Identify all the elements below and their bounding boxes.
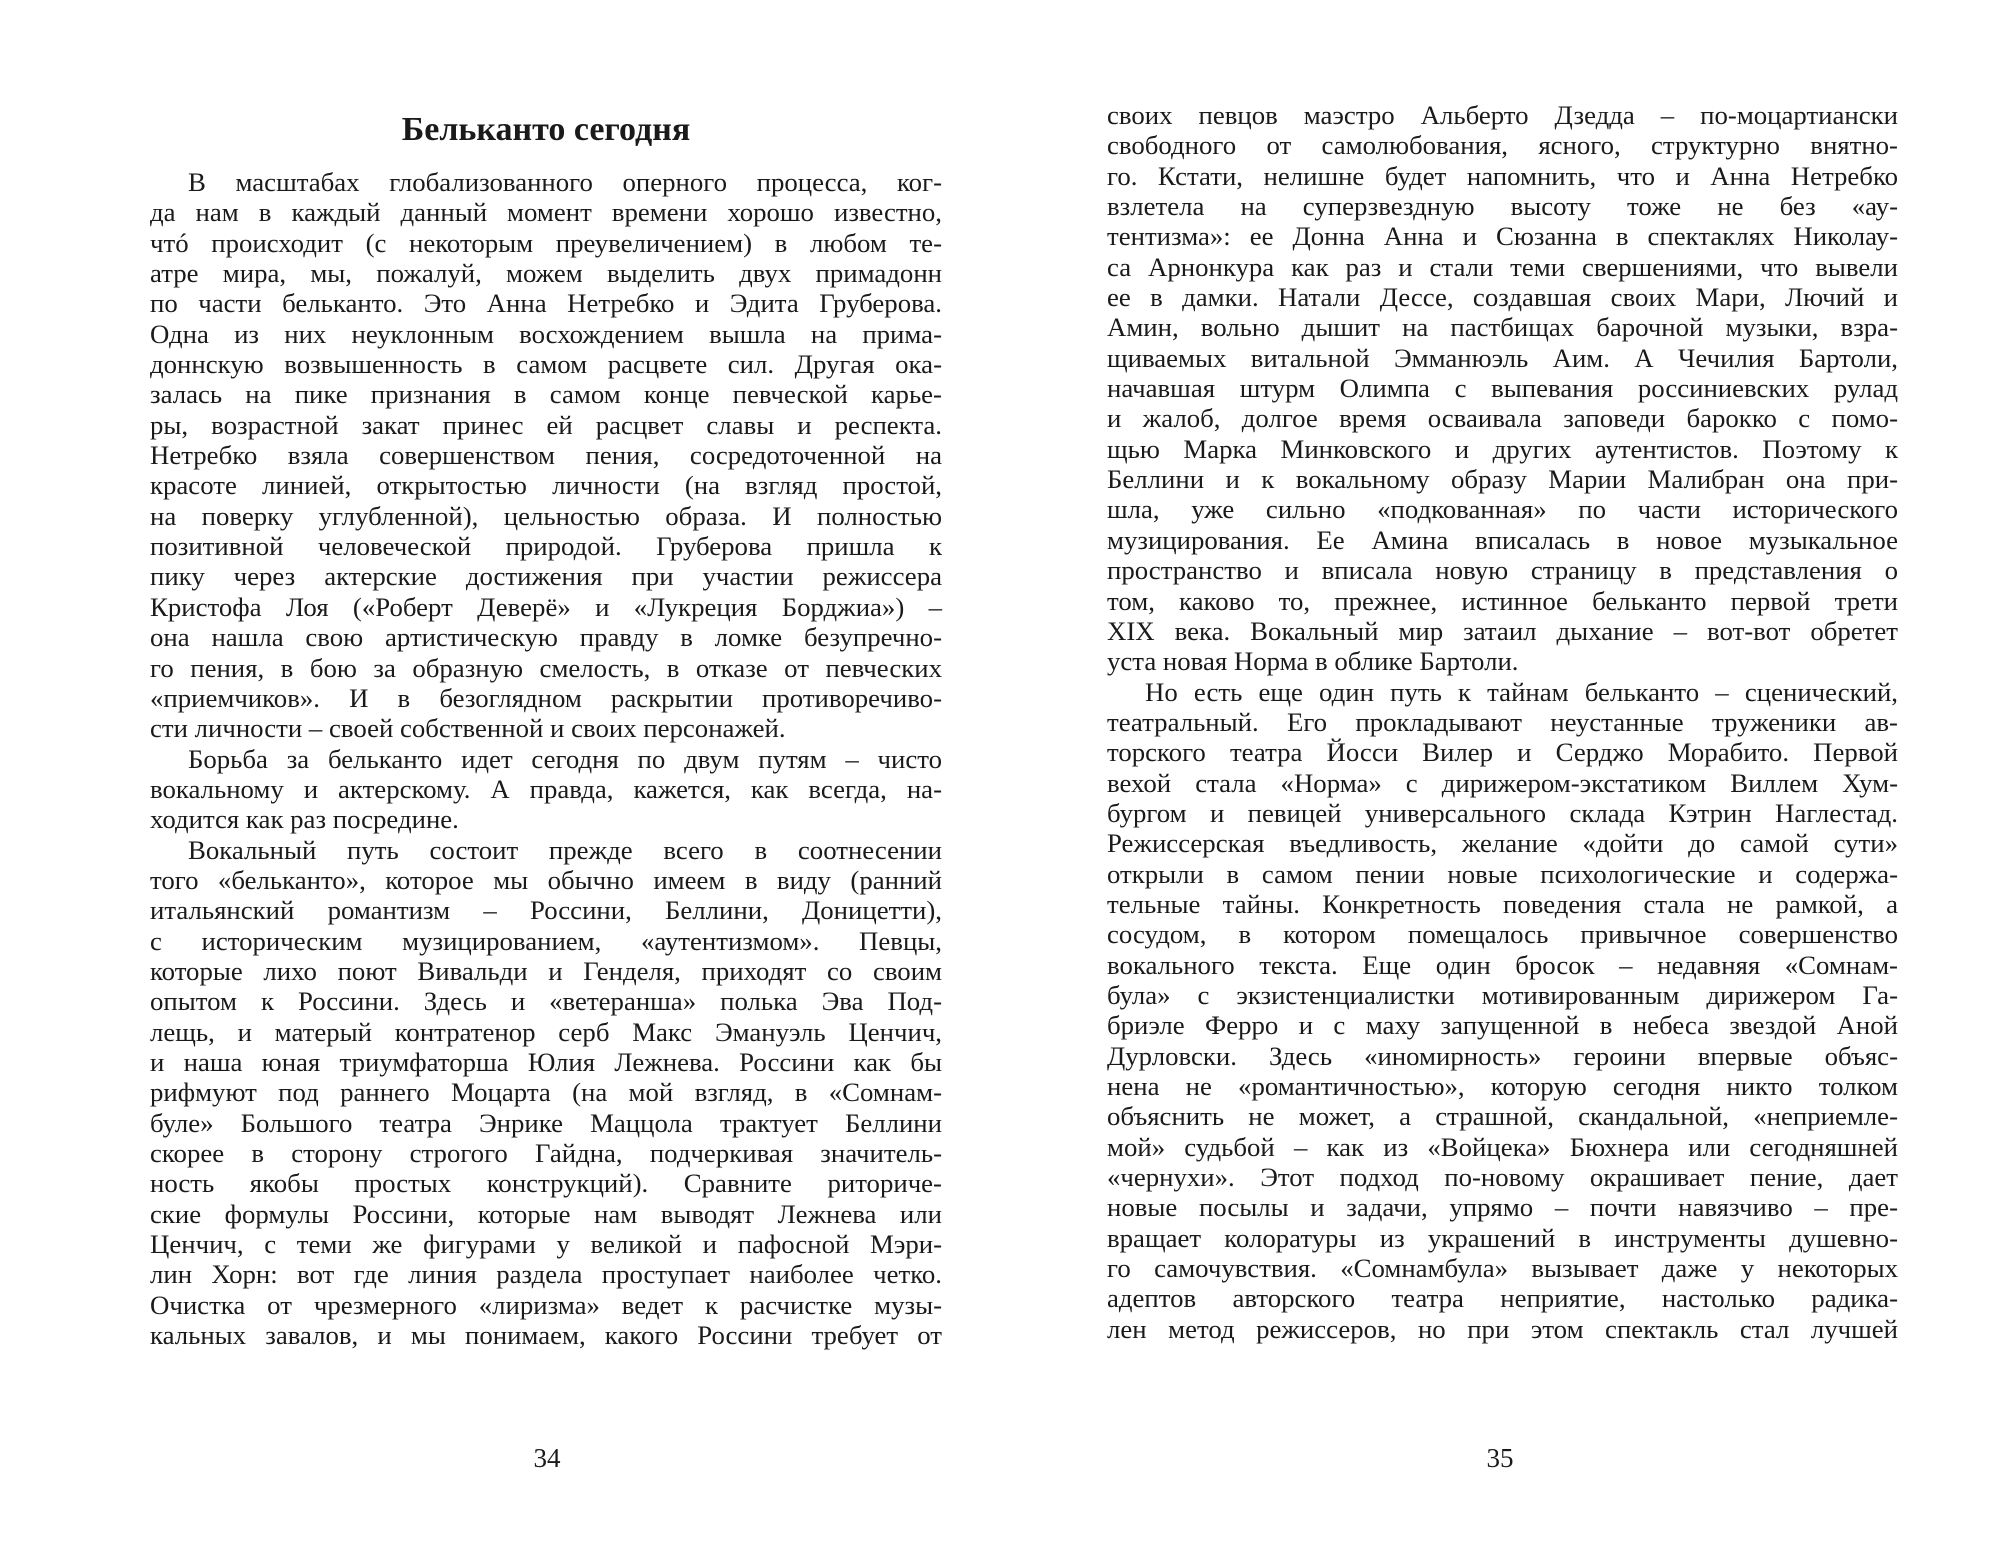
text-line: буле» Большого театра Энрике Маццола трактует Беллини [150, 1107, 942, 1138]
text-line: адептов авторского театра неприятие, настолько радика- [1107, 1283, 1898, 1314]
text-line: уста новая Норма в облике Бартоли. [1107, 646, 1519, 677]
text-line: Одна из них неуклонным восхождением вышла на прима- [150, 318, 942, 349]
text-line: пространство и вписала новую страницу в представления о [1107, 555, 1898, 586]
text-line: бургом и певицей универсального склада Кэтрин Наглестад. [1107, 797, 1898, 828]
text-line: са Арнонкура как раз и стали теми свершениями, что вывели [1107, 251, 1898, 282]
text-line: которые лихо поют Вивальди и Генделя, приходят со своим [150, 955, 942, 986]
text-line: ские формулы Россини, которые нам выводят Лежнева или [150, 1198, 942, 1229]
text-line: го пения, в бою за образную смелость, в отказе от певческих [150, 652, 942, 683]
text-line: рифмуют под раннего Моцарта (на мой взгляд, в «Сомнам- [150, 1077, 942, 1108]
text-line: Ценчич, с теми же фигурами у великой и пафосной Мэри- [150, 1229, 942, 1260]
text-line: Но есть еще один путь к тайнам бельканто – сценический, [1145, 676, 1898, 707]
text-line: тентизма»: ее Донна Анна и Сюзанна в спектаклях Николау- [1107, 221, 1898, 252]
text-line: том, каково то, прежнее, истинное бельканто первой трети [1107, 585, 1898, 616]
text-line: чтó происходит (с некоторым преувеличением) в любом те- [150, 227, 942, 258]
text-line: го. Кстати, нелишне будет напомнить, что и Анна Нетребко [1107, 160, 1898, 191]
text-line: ры, возрастной закат принес ей расцвет славы и респекта. [150, 409, 942, 440]
text-line: ее в дамки. Натали Дессе, создавшая своих Мари, Лючий и [1107, 282, 1898, 313]
text-line: «чернухи». Этот подход по-новому окрашивает пение, дает [1107, 1162, 1898, 1193]
text-line: Беллини и к вокальному образу Марии Малибран она при- [1107, 464, 1898, 495]
text-line: XIX века. Вокальный мир затаил дыхание – вот-вот обретет [1107, 615, 1898, 646]
text-line: лин Хорн: вот где линия раздела проступает наиболее четко. [150, 1259, 942, 1290]
text-line: тельные тайны. Конкретность поведения стала не рамкой, а [1107, 888, 1898, 919]
text-line: новые посылы и задачи, упрямо – почти навязчиво – пре- [1107, 1192, 1898, 1223]
text-line: с историческим музицированием, «аутентизмом». Певцы, [150, 925, 942, 956]
text-line: итальянский романтизм – Россини, Беллини, Доницетти), [150, 895, 942, 926]
text-line: ходится как раз посредине. [150, 804, 459, 835]
chapter-title: Бельканто сегодня [401, 111, 691, 148]
text-line: сти личности – своей собственной и своих персонажей. [150, 713, 786, 744]
text-line: Нетребко взяла совершенством пения, сосредоточенной на [150, 440, 942, 471]
text-line: вокального текста. Еще один бросок – недавняя «Сомнам- [1107, 949, 1898, 980]
text-line: Дурловски. Здесь «иномирность» героини впервые объяс- [1107, 1040, 1898, 1071]
text-line: Режиссерская въедливость, желание «дойти до самой сути» [1107, 828, 1898, 859]
text-line: торского театра Йосси Вилер и Серджо Морабито. Первой [1107, 737, 1898, 768]
text-line: атре мира, мы, пожалуй, можем выделить двух примадонн [150, 258, 942, 289]
text-line: опытом к Россини. Здесь и «ветеранша» полька Эва Под- [150, 986, 942, 1017]
text-line: Очистка от чрезмерного «лиризма» ведет к расчистке музы- [150, 1289, 942, 1320]
text-line: начавшая штурм Олимпа с выпевания россиниевских рулад [1107, 373, 1898, 404]
text-line: своих певцов маэстро Альберто Дзедда – по-моцартиански [1107, 100, 1898, 130]
text-line: лен метод режиссеров, но при этом спектакль стал лучшей [1107, 1313, 1898, 1344]
text-line: вращает колоратуры из украшений в инструменты душевно- [1107, 1222, 1898, 1253]
page-number-right: 35 [1486, 1443, 1514, 1473]
text-line: Кристофа Лоя («Роберт Деверё» и «Лукреция Борджиа») – [150, 591, 942, 622]
text-line: Амин, вольно дышит на пастбищах барочной музыки, взра- [1107, 312, 1898, 343]
text-line: була» с экзистенциалистки мотивированным дирижером Га- [1107, 979, 1898, 1010]
text-line: лещь, и матерый контратенор серб Макс Эмануэль Ценчич, [150, 1016, 942, 1047]
text-line: музицирования. Ее Амина вписалась в новое музыкальное [1107, 524, 1898, 555]
text-line: бриэле Ферро и с маху запущенной в небеса звездой Аной [1107, 1010, 1898, 1041]
text-line: ность якобы простых конструкций). Сравните риториче- [150, 1168, 942, 1199]
text-line: позитивной человеческой природой. Груберова пришла к [150, 531, 942, 562]
text-line: вехой стала «Норма» с дирижером-экстатиком Виллем Хум- [1107, 767, 1898, 798]
text-line: да нам в каждый данный момент времени хорошо известно, [150, 197, 942, 228]
text-line: на поверку углубленной), цельностью образа. И полностью [150, 500, 942, 531]
text-line: В масштабах глобализованного оперного процесса, ког- [188, 167, 942, 197]
text-line: доннскую возвышенность в самом расцвете сил. Другая ока- [150, 349, 942, 380]
text-line: мой» судьбой – как из «Войцека» Бюхнера или сегодняшней [1107, 1131, 1898, 1162]
text-line: щью Марка Минковского и других аутентистов. Поэтому к [1107, 433, 1898, 464]
page-number-left: 34 [533, 1443, 561, 1473]
text-line: Вокальный путь состоит прежде всего в соотнесении [188, 834, 942, 865]
text-line: по части бельканто. Это Анна Нетребко и Эдита Груберова. [150, 288, 942, 319]
right-page-text [1107, 100, 1898, 1344]
left-page-text [150, 167, 942, 1350]
text-line: шла, уже сильно «подкованная» по части исторического [1107, 494, 1898, 525]
text-line: сосудом, в котором помещалось привычное совершенство [1107, 919, 1898, 950]
text-line: и жалоб, долгое время осваивала заповеди барокко с помо- [1107, 403, 1898, 434]
text-line: кальных завалов, и мы понимаем, какого Россини требует от [150, 1320, 942, 1351]
text-line: она нашла свою артистическую правду в ломке безупречно- [150, 622, 942, 653]
text-line: залась на пике признания в самом конце певческой карье- [150, 379, 942, 410]
text-line: свободного от самолюбования, ясного, структурно внятно- [1107, 130, 1898, 161]
text-line: скорее в сторону строгого Гайдна, подчеркивая значитель- [150, 1138, 942, 1168]
text-line: пику через актерские достижения при участии режиссера [150, 561, 942, 592]
text-line: «приемчиков». И в безоглядном раскрытии противоречиво- [150, 682, 942, 713]
text-line: нена не «романтичностью», которую сегодня никто толком [1107, 1071, 1898, 1101]
text-line: вокальному и актерскому. А правда, кажется, как всегда, на- [150, 773, 942, 804]
right-page [1000, 0, 2000, 1541]
text-line: красоте линией, открытостью личности (на взгляд простой, [150, 470, 942, 501]
text-line: го самочувствия. «Сомнамбула» вызывает даже у некоторых [1107, 1253, 1898, 1284]
text-line: театральный. Его прокладывают неустанные труженики ав- [1107, 706, 1898, 737]
text-line: того «бельканто», которое мы обычно имеем в виду (ранний [150, 864, 942, 895]
text-line: и наша юная триумфаторша Юлия Лежнева. Россини как бы [150, 1046, 942, 1077]
text-line: объяснить не может, а страшной, скандальной, «неприемле- [1107, 1101, 1898, 1132]
text-line: щиваемых витальной Эмманюэль Аим. А Чечилия Бартоли, [1107, 342, 1898, 373]
text-line: Борьба за бельканто идет сегодня по двум путям – чисто [188, 743, 942, 774]
text-line: взлетела на суперзвездную высоту тоже не без «ау- [1107, 191, 1898, 222]
text-line: открыли в самом пении новые психологические и содержа- [1107, 858, 1898, 889]
